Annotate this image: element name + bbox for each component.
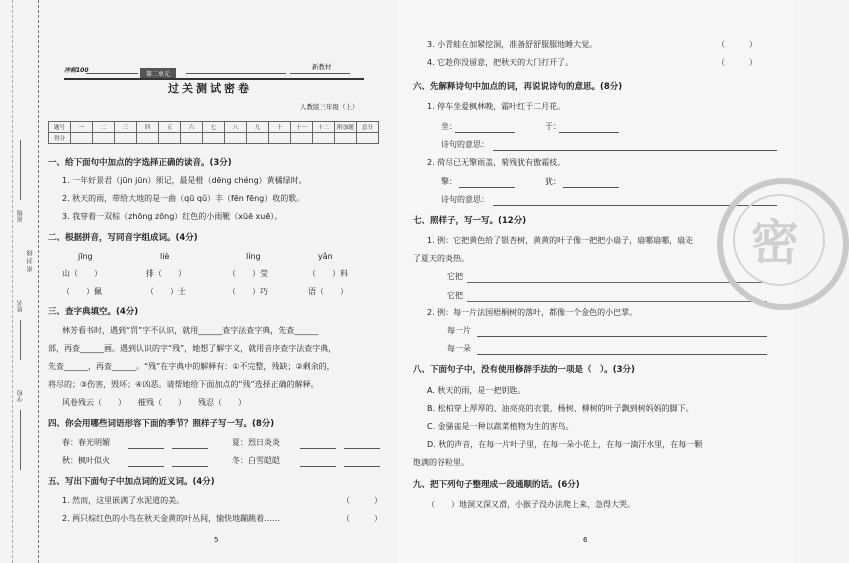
q1-item: 2. 秋天的雨，带给大地的是一曲（qū qǔ）丰（fēn fēng）收的歌。 [62,194,305,203]
header-rule-thick [64,78,364,80]
q4-answer-line[interactable] [172,466,208,467]
score-header-cell: 四 [137,122,159,133]
q2-blank[interactable]: 排（ ） [146,269,186,278]
q5-item: 3. 小青蛙在加紧挖洞，准备舒舒服服地睡大觉。 [427,40,598,49]
q4-example: 秋：枫叶似火 [62,456,110,465]
score-cell[interactable] [203,133,225,144]
poem-word: 犹： [545,177,561,186]
binding-dash-inner [38,0,39,563]
q3-line: 将尽的；③伤害，毁坏；④凶恶。请帮她给下面加点的“残”选择正确的解释。 [48,380,319,389]
q5-answer[interactable]: （ ） [342,496,382,505]
edition-label: 新教材 [312,63,332,71]
q2-blank[interactable]: 语（ ） [308,287,348,296]
score-header-cell: 题号 [49,122,71,133]
binding-seal-text: 密 封 线 [27,250,34,272]
q4-answer-line[interactable] [172,448,208,449]
score-cell[interactable] [247,133,269,144]
score-cell[interactable] [313,133,335,144]
q4-example: 冬：白雪皑皑 [232,456,280,465]
page-number: 5 [214,536,219,544]
q4-answer-line[interactable] [344,466,380,467]
q4-answer-line[interactable] [300,466,336,467]
score-cell[interactable] [159,133,181,144]
poem-word: 于： [545,122,561,131]
q8-option[interactable]: B. 松柏穿上厚厚的、油亮亮的衣裳，杨树、柳树的叶子飘到树妈妈的脚下。 [427,404,694,413]
seal-stamp-char: 密 [751,215,800,271]
meaning-label: 诗句的意思： [441,195,489,204]
q7-example: 1. 例：它把黄色给了银杏树，黄黄的叶子像一把把小扇子，扇哪扇哪，扇走 [427,236,694,245]
q1-item: 3. 我穿着一双棕（zhōng zōng）红色的小雨靴（xūē xuē）。 [62,212,283,221]
q5-heading: 五、写出下面句子中加点词的近义词。(4分) [48,477,215,487]
score-cell[interactable] [93,133,115,144]
q4-example: 夏：烈日炎炎 [232,438,280,447]
answer-line[interactable] [459,187,515,188]
q7-prompt: 每一片 [447,326,471,335]
score-header-cell: 十二 [313,122,335,133]
score-header-cell: 二 [93,122,115,133]
q9-heading: 九、把下列句子整理成一段通顺的话。(6分) [413,480,580,490]
q5-item: 2. 两只棕红色的小鸟在秋天金黄的叶丛间，愉快地蹦跳着…… [62,514,281,523]
q5-item: 4. 它趁你没留意，把秋天的大门打开了。 [427,58,574,67]
q4-example: 春：春光明媚 [62,438,110,447]
q8-option[interactable]: C. 金骚雀是一种以蔬菜植物为生的害鸟。 [427,422,574,431]
poem-line: 1. 停车坐爱枫林晚，霜叶红于二月花。 [427,102,566,111]
poem-word: 坐： [441,122,457,131]
poem-line: 2. 荷尽已无擎雨盖，菊残犹有傲霜枝。 [427,158,566,167]
binding-strip [0,0,40,563]
binding-label-school: 学校 [17,390,24,402]
q2-pinyin: líng [246,252,261,261]
page-number: 6 [583,536,588,544]
score-header-cell: 一 [71,122,93,133]
grade-label: 人教版三年级（上） [300,103,359,111]
meaning-label: 诗句的意思： [441,140,489,149]
score-cell[interactable] [71,133,93,144]
q3-line: 部，再查______画。遇到认识的字“残”，她想了解字义，就用音序查字法查字典， [48,344,337,353]
answer-line[interactable] [477,354,767,355]
q4-answer-line[interactable] [344,448,380,449]
q7-example: 了夏天的炎热。 [413,254,469,263]
answer-line[interactable] [467,301,767,302]
score-cell[interactable] [269,133,291,144]
q5-answer[interactable]: （ ） [342,514,382,523]
score-cell[interactable] [137,133,159,144]
q5-answer[interactable]: （ ） [717,58,757,67]
brand-logo: 冲刺100 [64,67,89,74]
q1-heading: 一、给下面句中加点的字选择正确的读音。(3分) [48,158,232,168]
q2-blank[interactable]: （ ）佩 [62,287,102,296]
score-cell[interactable] [225,133,247,144]
q3-line: 先查______，再查______。“残”在字典中的解释有：①不完整，残缺；②剩余的， [48,362,335,371]
score-cell[interactable] [291,133,313,144]
score-header-cell: 五 [159,122,181,133]
binding-dash-outer [12,0,13,563]
q5-item: 1. 然而，这里嵌满了水泥道的美。 [62,496,185,505]
header-rule [86,73,138,74]
left-page [0,0,397,563]
q2-blank[interactable]: 山（ ） [62,269,102,278]
answer-line[interactable] [467,282,767,283]
poem-word: 擎： [441,177,457,186]
score-cell[interactable] [335,133,357,144]
unit-badge: 第二单元 [140,68,176,79]
q7-prompt: 它把 [447,291,463,300]
q2-heading: 二、根据拼音，写同音字组成词。(4分) [48,233,198,243]
q2-blank[interactable]: （ ）料 [308,269,348,278]
header-rule [186,73,286,74]
score-header-cell: 六 [181,122,203,133]
binding-line [20,140,21,200]
q8-option-cont: 饱满的谷粒里。 [413,458,469,467]
page-title: 过关测试密卷 [168,82,252,95]
q4-answer-line[interactable] [300,448,336,449]
q7-example: 2. 例：每一片法国梧桐树的落叶，都像一个金色的小巴掌。 [427,308,638,317]
score-cell[interactable] [115,133,137,144]
q9-line[interactable]: （ ）地洞又深又滑，小猴子没办法爬上来，急得大哭。 [427,500,635,509]
q4-answer-line[interactable] [128,448,164,449]
score-header-cell: 八 [225,122,247,133]
q6-heading: 六、先解释诗句中加点的词，再说说诗句的意思。(8分) [413,82,623,92]
score-header-cell: 附加题 [335,122,357,133]
answer-line[interactable] [559,132,619,133]
score-header-cell: 十一 [291,122,313,133]
score-header-cell: 七 [203,122,225,133]
q7-prompt: 每一朵 [447,344,471,353]
q8-option[interactable]: D. 秋的声音，在每一片叶子里，在每一朵小花上，在每一滴汗水里，在每一颗 [427,440,703,449]
q7-prompt: 它把 [447,272,463,281]
binding-label-class: 班级 [17,210,24,222]
q7-heading: 七、照样子，写一写。(12分) [413,216,527,226]
answer-line[interactable] [563,187,619,188]
score-table [48,121,379,144]
q2-blank[interactable]: （ ）巧 [228,287,268,296]
binding-line [20,410,21,470]
q8-option[interactable]: A. 秋天的雨，是一把钥匙。 [427,386,526,395]
score-header-cell: 十 [269,122,291,133]
q4-heading: 四、你会用哪些词语形容下面的季节？照样子写一写。(8分) [48,419,275,429]
q2-pinyin: jīng [78,252,93,261]
binding-label-name: 姓名 [17,300,24,312]
score-header-cell: 九 [247,122,269,133]
q2-blank[interactable]: （ ）士 [146,287,186,296]
q3-line[interactable]: 风卷残云（ ） 摧残（ ） 残忍（ ） [62,398,246,407]
q5-answer[interactable]: （ ） [717,40,757,49]
q2-pinyin: yǎn [318,252,333,261]
header-rule [290,73,350,74]
score-header-cell: 三 [115,122,137,133]
answer-line[interactable] [455,132,515,133]
q1-item: 1. 一年好景君（jūn jūn）须记，最是橙（dēng chéng）黄橘绿时。 [62,176,307,185]
score-cell[interactable] [357,133,379,144]
score-cell[interactable] [181,133,203,144]
answer-line[interactable] [477,336,767,337]
q2-blank[interactable]: （ ）莹 [228,269,268,278]
q3-heading: 三、查字典填空。(4分) [48,307,139,317]
score-row-label: 得分 [49,133,71,144]
q4-answer-line[interactable] [128,466,164,467]
score-header-cell: 总分 [357,122,379,133]
seal-stamp [717,178,849,310]
binding-line [20,320,21,360]
q2-pinyin: liè [160,252,170,261]
q8-heading: 八、下面句子中，没有使用修辞手法的一项是（ ）。(3分) [413,365,635,375]
answer-line[interactable] [493,150,777,151]
q3-line: 林芳看书时，遇到“罚”字不认识，就用______查字法查字典，先查______ [62,326,319,335]
